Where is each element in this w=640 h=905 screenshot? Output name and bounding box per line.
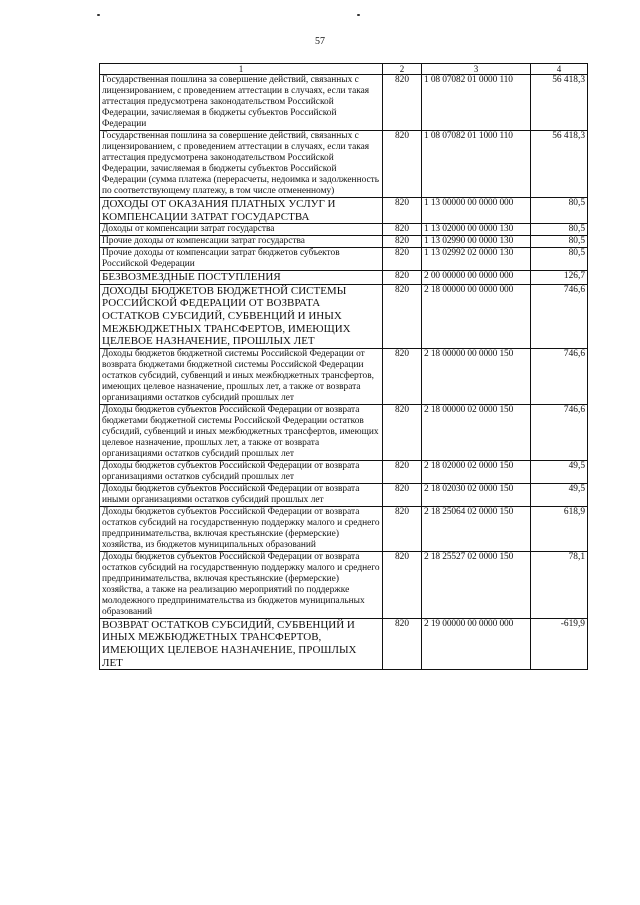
- page-number: 57: [315, 36, 325, 47]
- amount-cell: 746,6: [531, 284, 588, 348]
- admin-code-cell: 820: [383, 75, 422, 131]
- revenue-name-cell: Доходы бюджетов субъектов Российской Федерации от возврата остатков субсидий на государственную поддержку малого и среднего предпринимательства, включая крестьянские (фермерские) хозяйства, а также на реализацию мероприятий по поддержке молодежного предпринимательства из бюджетов муниципальных образований: [100, 551, 383, 618]
- budget-classification-code-cell: 2 19 00000 00 0000 000: [422, 618, 531, 669]
- budget-classification-code-cell: 2 18 00000 02 0000 150: [422, 404, 531, 460]
- table-row: [100, 618, 588, 669]
- amount-cell: 49,5: [531, 460, 588, 483]
- revenue-name-cell: Доходы от компенсации затрат государства: [100, 224, 383, 236]
- budget-classification-code-cell: 1 08 07082 01 1000 110: [422, 131, 531, 198]
- revenue-name-cell: Доходы бюджетов субъектов Российской Федерации от возврата организациями остатков субсидий прошлых лет: [100, 460, 383, 483]
- amount-cell: 80,5: [531, 236, 588, 248]
- table-row: [100, 551, 588, 618]
- admin-code-cell: 820: [383, 131, 422, 198]
- amount-cell: 618,9: [531, 506, 588, 551]
- budget-classification-code-cell: 2 18 00000 00 0000 150: [422, 348, 531, 404]
- admin-code-cell: 820: [383, 483, 422, 506]
- amount-cell: 56 418,3: [531, 75, 588, 131]
- revenue-name-cell: Государственная пошлина за совершение действий, связанных с лицензированием, с проведением аттестации в случаях, если такая аттестация предусмотрена законодательством Российской Федерации, зачисляемая в бюджеты субъектов Российской Федерации: [100, 75, 383, 131]
- budget-classification-code-cell: 2 18 25527 02 0000 150: [422, 551, 531, 618]
- amount-cell: 78,1: [531, 551, 588, 618]
- revenue-name-cell: Доходы бюджетов бюджетной системы Российской Федерации от возврата бюджетами бюджетной системы Российской Федерации остатков субсидий, субвенций и иных межбюджетных трансфертов, имеющих целевое назначение, прошлых лет, а также от возврата организациями остатков субсидий прошлых лет: [100, 348, 383, 404]
- column-header: 4: [531, 64, 588, 75]
- amount-cell: 126,7: [531, 271, 588, 285]
- admin-code-cell: 820: [383, 284, 422, 348]
- revenue-name-cell: Доходы бюджетов субъектов Российской Федерации от возврата иными организациями остатков субсидий прошлых лет: [100, 483, 383, 506]
- budget-classification-code-cell: 1 13 02992 02 0000 130: [422, 248, 531, 271]
- budget-classification-code-cell: 2 18 25064 02 0000 150: [422, 506, 531, 551]
- revenue-name-cell: Государственная пошлина за совершение действий, связанных с лицензированием, с проведением аттестации в случаях, если такая аттестация предусмотрена законодательством Российской Федерации, зачисляемая в бюджеты субъектов Российской Федерации (сумма платежа (перерасчеты, недоимка и задолженность по соответствующему платежу, в том числе отмененному): [100, 131, 383, 198]
- column-header: 3: [422, 64, 531, 75]
- table-row: [100, 348, 588, 404]
- budget-classification-code-cell: 2 18 02000 02 0000 150: [422, 460, 531, 483]
- table-row: [100, 404, 588, 460]
- revenue-name-cell: ДОХОДЫ БЮДЖЕТОВ БЮДЖЕТНОЙ СИСТЕМЫ РОССИЙСКОЙ ФЕДЕРАЦИИ ОТ ВОЗВРАТА ОСТАТКОВ СУБСИДИЙ, СУБВЕНЦИЙ И ИНЫХ МЕЖБЮДЖЕТНЫХ ТРАНСФЕРТОВ, ИМЕЮЩИХ ЦЕЛЕВОЕ НАЗНАЧЕНИЕ, ПРОШЛЫХ ЛЕТ: [100, 284, 383, 348]
- budget-classification-code-cell: 2 00 00000 00 0000 000: [422, 271, 531, 285]
- table-row: [100, 483, 588, 506]
- column-header: 2: [383, 64, 422, 75]
- admin-code-cell: 820: [383, 404, 422, 460]
- admin-code-cell: 820: [383, 248, 422, 271]
- table-row: [100, 236, 588, 248]
- budget-classification-code-cell: 1 13 02000 00 0000 130: [422, 224, 531, 236]
- amount-cell: -619,9: [531, 618, 588, 669]
- admin-code-cell: 820: [383, 551, 422, 618]
- scan-speck: [357, 14, 360, 16]
- table-row: [100, 75, 588, 131]
- table-row: [100, 506, 588, 551]
- revenue-name-cell: Доходы бюджетов субъектов Российской Федерации от возврата бюджетами бюджетной системы Российской Федерации остатков субсидий, субвенций и иных межбюджетных трансфертов, имеющих целевое назначение, прошлых лет, а также от возврата организациями остатков субсидий прошлых лет: [100, 404, 383, 460]
- table-header-row: [100, 64, 588, 75]
- revenue-name-cell: ДОХОДЫ ОТ ОКАЗАНИЯ ПЛАТНЫХ УСЛУГ И КОМПЕНСАЦИИ ЗАТРАТ ГОСУДАРСТВА: [100, 198, 383, 224]
- table-row: [100, 248, 588, 271]
- admin-code-cell: 820: [383, 506, 422, 551]
- revenue-name-cell: Доходы бюджетов субъектов Российской Федерации от возврата остатков субсидий на государственную поддержку малого и среднего предпринимательства, включая крестьянские (фермерские) хозяйства, из бюджетов муниципальных образований: [100, 506, 383, 551]
- admin-code-cell: 820: [383, 271, 422, 285]
- column-header: 1: [100, 64, 383, 75]
- amount-cell: 56 418,3: [531, 131, 588, 198]
- admin-code-cell: 820: [383, 224, 422, 236]
- table-row: [100, 284, 588, 348]
- admin-code-cell: 820: [383, 236, 422, 248]
- table-row: [100, 224, 588, 236]
- amount-cell: 80,5: [531, 224, 588, 236]
- amount-cell: 80,5: [531, 248, 588, 271]
- budget-classification-code-cell: 1 13 00000 00 0000 000: [422, 198, 531, 224]
- budget-classification-code-cell: 1 13 02990 00 0000 130: [422, 236, 531, 248]
- budget-classification-code-cell: 2 18 00000 00 0000 000: [422, 284, 531, 348]
- amount-cell: 746,6: [531, 348, 588, 404]
- revenue-name-cell: Прочие доходы от компенсации затрат государства: [100, 236, 383, 248]
- amount-cell: 746,6: [531, 404, 588, 460]
- revenue-table: [99, 63, 588, 670]
- admin-code-cell: 820: [383, 618, 422, 669]
- table-body: [100, 75, 588, 670]
- table-row: [100, 131, 588, 198]
- admin-code-cell: 820: [383, 198, 422, 224]
- table-row: [100, 271, 588, 285]
- budget-classification-code-cell: 2 18 02030 02 0000 150: [422, 483, 531, 506]
- revenue-name-cell: БЕЗВОЗМЕЗДНЫЕ ПОСТУПЛЕНИЯ: [100, 271, 383, 285]
- amount-cell: 49,5: [531, 483, 588, 506]
- admin-code-cell: 820: [383, 460, 422, 483]
- revenue-name-cell: ВОЗВРАТ ОСТАТКОВ СУБСИДИЙ, СУБВЕНЦИЙ И ИНЫХ МЕЖБЮДЖЕТНЫХ ТРАНСФЕРТОВ, ИМЕЮЩИХ ЦЕЛЕВОЕ НАЗНАЧЕНИЕ, ПРОШЛЫХ ЛЕТ: [100, 618, 383, 669]
- admin-code-cell: 820: [383, 348, 422, 404]
- budget-classification-code-cell: 1 08 07082 01 0000 110: [422, 75, 531, 131]
- scan-speck: [97, 14, 100, 16]
- amount-cell: 80,5: [531, 198, 588, 224]
- table-row: [100, 198, 588, 224]
- table-row: [100, 460, 588, 483]
- revenue-name-cell: Прочие доходы от компенсации затрат бюджетов субъектов Российской Федерации: [100, 248, 383, 271]
